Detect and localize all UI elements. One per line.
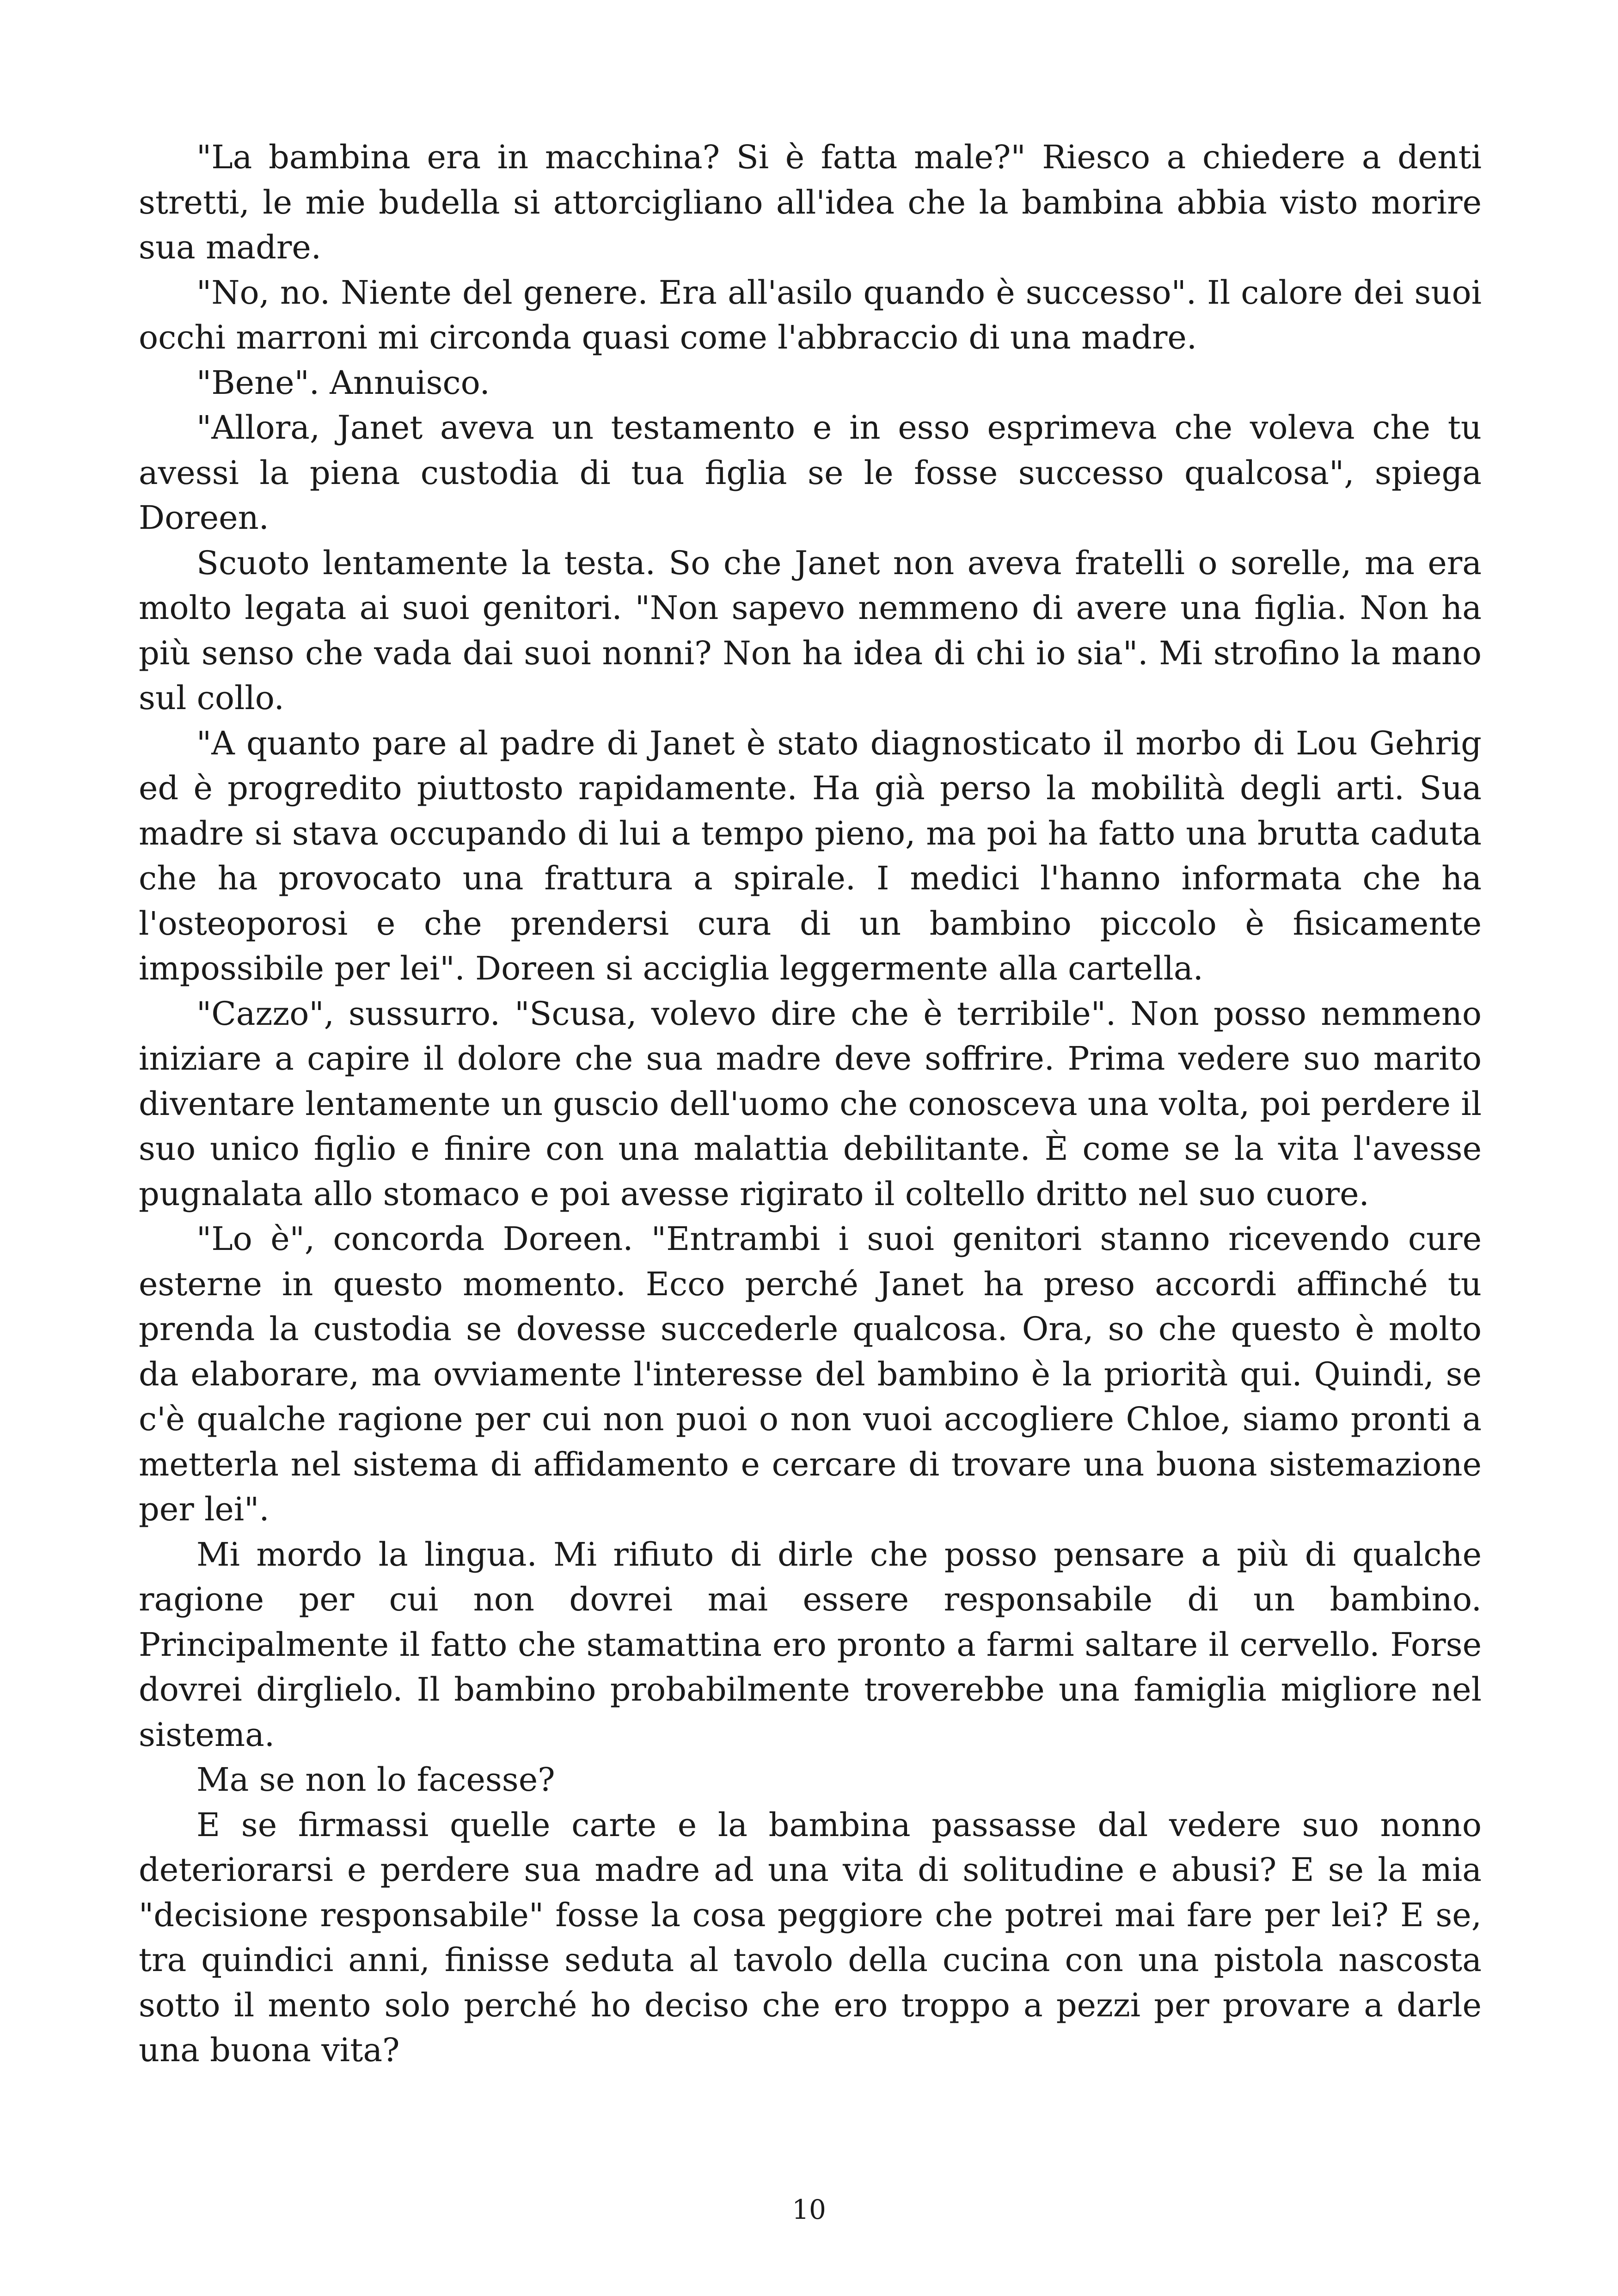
paragraph-1: "La bambina era in macchina? Si è fatta male?" Riesco a chiedere a denti stretti, le mie budella si attorcigliano all'idea che la bambina abbia visto morire sua madre. (139, 138, 1482, 266)
paragraph-7: "Cazzo", sussurro. "Scusa, volevo dire che è terribile". Non posso nemmeno iniziare a capire il dolore che sua madre deve soffrire. Prima vedere suo marito diventare lentamente un guscio dell'uomo che conosceva una volta, poi perdere il suo unico figlio e finire con una malattia debilitante. È come se la vita l'avesse pugnalata allo stomaco e poi avesse rigirato il coltello dritto nel suo cuore. (139, 994, 1482, 1213)
paragraph-6: "A quanto pare al padre di Janet è stato diagnosticato il morbo di Lou Gehrig ed è progredito piuttosto rapidamente. Ha già perso la mobilità degli arti. Sua madre si stava occupando di lui a tempo pieno, ma poi ha fatto una brutta caduta che ha provocato una frattura a spirale. I medici l'hanno informata che ha l'osteoporosi e che prendersi cura di un bambino piccolo è fisicamente impossibile per lei". Doreen si acciglia leggermente alla cartella. (139, 724, 1482, 987)
paragraph-9: Mi mordo la lingua. Mi rifiuto di dirle che posso pensare a più di qualche ragione per cui non dovrei mai essere responsabile di un bambino. Principalmente il fatto che stamattina ero pronto a farmi saltare il cervello. Forse dovrei dirglielo. Il bambino probabilmente troverebbe una famiglia migliore nel sistema. (139, 1535, 1482, 1754)
paragraph-11: E se firmassi quelle carte e la bambina passasse dal vedere suo nonno deteriorarsi e perdere sua madre ad una vita di solitudine e abusi? E se la mia "decisione responsabile" fosse la cosa peggiore che potrei mai fare per lei? E se, tra quindici anni, finisse seduta al tavolo della cucina con una pistola nascosta sotto il mento solo perché ho deciso che ero troppo a pezzi per provare a darle una buona vita? (139, 1806, 1482, 2069)
paragraph-4: "Allora, Janet aveva un testamento e in esso esprimeva che voleva che tu avessi la piena custodia di tua figlia se le fosse successo qualcosa", spiega Doreen. (139, 409, 1482, 537)
paragraph-3: "Bene". Annuisco. (196, 363, 490, 402)
body-text (139, 135, 1482, 2073)
paragraph-8: "Lo è", concorda Doreen. "Entrambi i suoi genitori stanno ricevendo cure esterne in questo momento. Ecco perché Janet ha preso accordi affinché tu prenda la custodia se dovesse succederle qualcosa. Ora, so che questo è molto da elaborare, ma ovviamente l'interesse del bambino è la priorità qui. Quindi, se c'è qualche ragione per cui non puoi o non vuoi accogliere Chloe, siamo pronti a metterla nel sistema di affidamento e cercare di trovare una buona sistemazione per lei". (139, 1220, 1482, 1528)
paragraph-2: "No, no. Niente del genere. Era all'asilo quando è successo". Il calore dei suoi occhi marroni mi circonda quasi come l'abbraccio di una madre. (139, 273, 1482, 356)
page-number: 10 (792, 2194, 826, 2225)
paragraph-10: Ma se non lo facesse? (196, 1761, 555, 1799)
paragraph-5: Scuoto lentamente la testa. So che Janet non aveva fratelli o sorelle, ma era molto legata ai suoi genitori. "Non sapevo nemmeno di avere una figlia. Non ha più senso che vada dai suoi nonni? Non ha idea di chi io sia". Mi strofino la mano sul collo. (139, 544, 1482, 717)
